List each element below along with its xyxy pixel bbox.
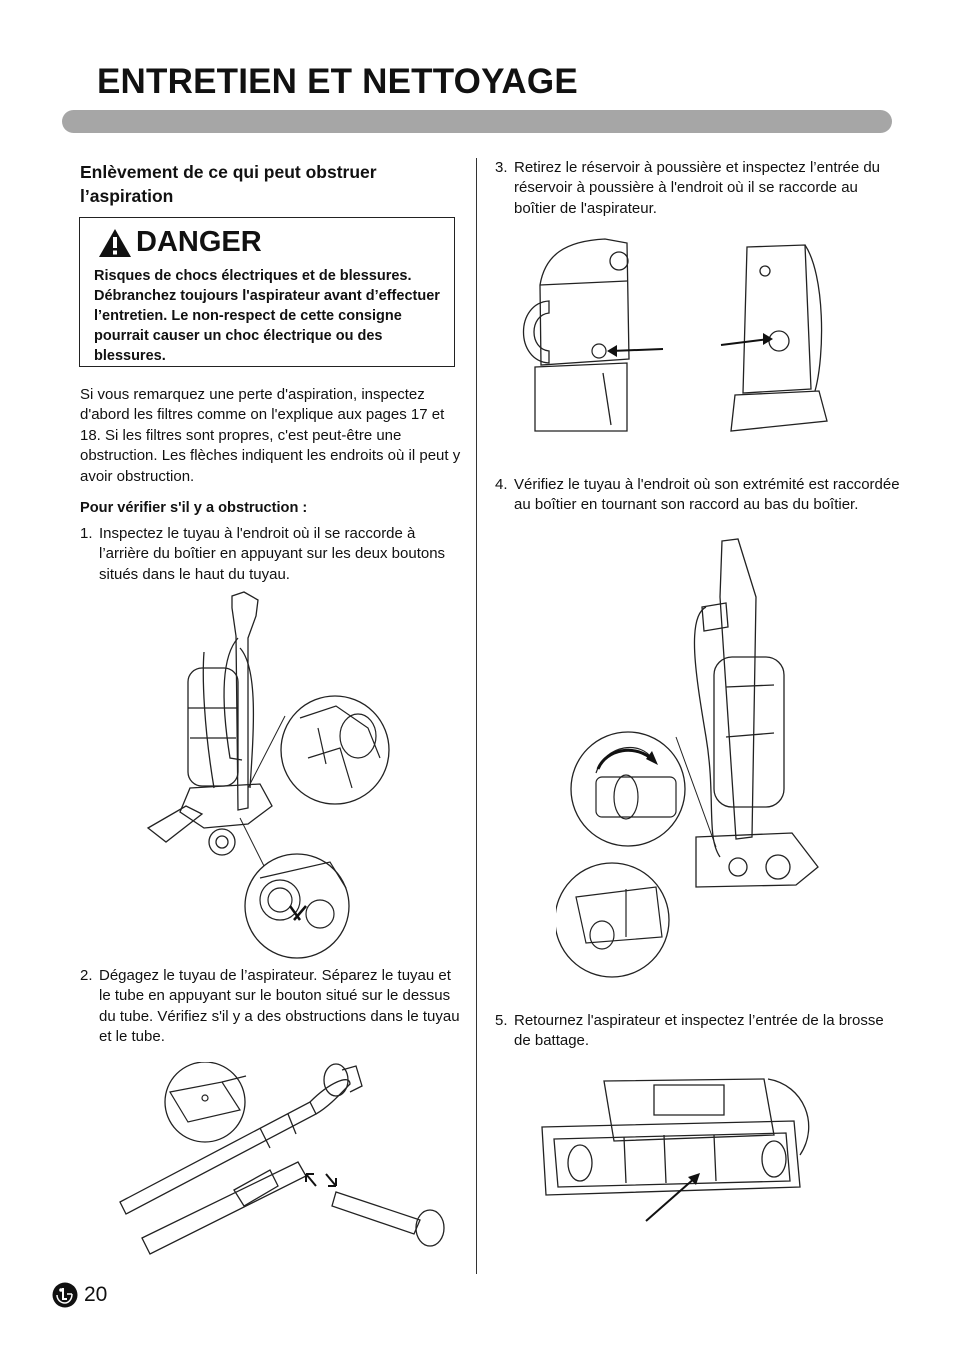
step-text: Retirez le réservoir à poussière et inspectez l’entrée du réservoir à poussière à l'endroit où il se raccorde au boîtier de l'aspirateur.: [514, 159, 881, 217]
page-number: 20: [84, 1283, 108, 1306]
danger-label: DANGER: [136, 226, 262, 258]
page-footer: [52, 1282, 107, 1308]
step-text: Dégagez le tuyau de l’aspirateur. Séparez le tuyau et le tube en appuyant sur le bouton situé sur le dessus du tube. Vérifiez s'il y a des obstructions dans le tuyau et le tube.: [99, 967, 460, 1046]
step-4: [495, 475, 900, 516]
vacuum-hose-rear-illustration: [140, 588, 390, 960]
step-text: Inspectez le tuyau à l'endroit où il se raccorde à l’arrière du boîtier en appuyant sur les deux boutons situés dans le haut du tuyau.: [99, 525, 446, 583]
step-2: [80, 966, 465, 1048]
page-title: ENTRETIEN ET NETTOYAGE: [97, 62, 578, 101]
title-bar: [62, 110, 892, 133]
step-number: 2.: [80, 967, 93, 984]
hose-base-connector-illustration: [556, 537, 831, 980]
step-5: [495, 1011, 900, 1052]
section-heading: Enlèvement de ce qui peut obstruer l’aspiration: [80, 162, 377, 206]
danger-box: [79, 217, 455, 367]
check-heading: Pour vérifier s'il y a obstruction :: [80, 500, 308, 516]
column-divider: [476, 158, 477, 1274]
step-text: Vérifiez le tuyau à l'endroit où son extrémité est raccordée au boîtier en tournant son raccord au bas du boîtier.: [514, 476, 900, 514]
hose-tube-separation-illustration: [110, 1062, 460, 1274]
step-number: 4.: [495, 476, 508, 493]
step-number: 1.: [80, 525, 93, 542]
step-number: 3.: [495, 159, 508, 176]
brushroll-inlet-illustration: [534, 1075, 824, 1230]
step-3: [495, 158, 900, 219]
danger-header: [98, 226, 262, 259]
warning-triangle-icon: [98, 228, 132, 258]
intro-paragraph: Si vous remarquez une perte d'aspiration, inspectez d'abord les filtres comme on l'explique aux pages 17 et 18. Si les filtres sont propres, c'est peut-être une obstruction. Les flèches indiquent les endroits où il peut y avoir obstruction.: [80, 386, 461, 485]
step-text: Retournez l'aspirateur et inspectez l’entrée de la brosse de battage.: [514, 1012, 884, 1050]
lg-logo-icon: [52, 1282, 78, 1308]
step-number: 5.: [495, 1012, 508, 1029]
dust-bin-inlet-illustration: [515, 235, 835, 435]
step-1: [80, 524, 465, 585]
danger-text: Risques de chocs électriques et de blessures. Débranchez toujours l'aspirateur avant d’effectuer l’entretien. Le non-respect de cette consigne pourrait causer un choc électrique ou des blessures.: [94, 268, 440, 364]
